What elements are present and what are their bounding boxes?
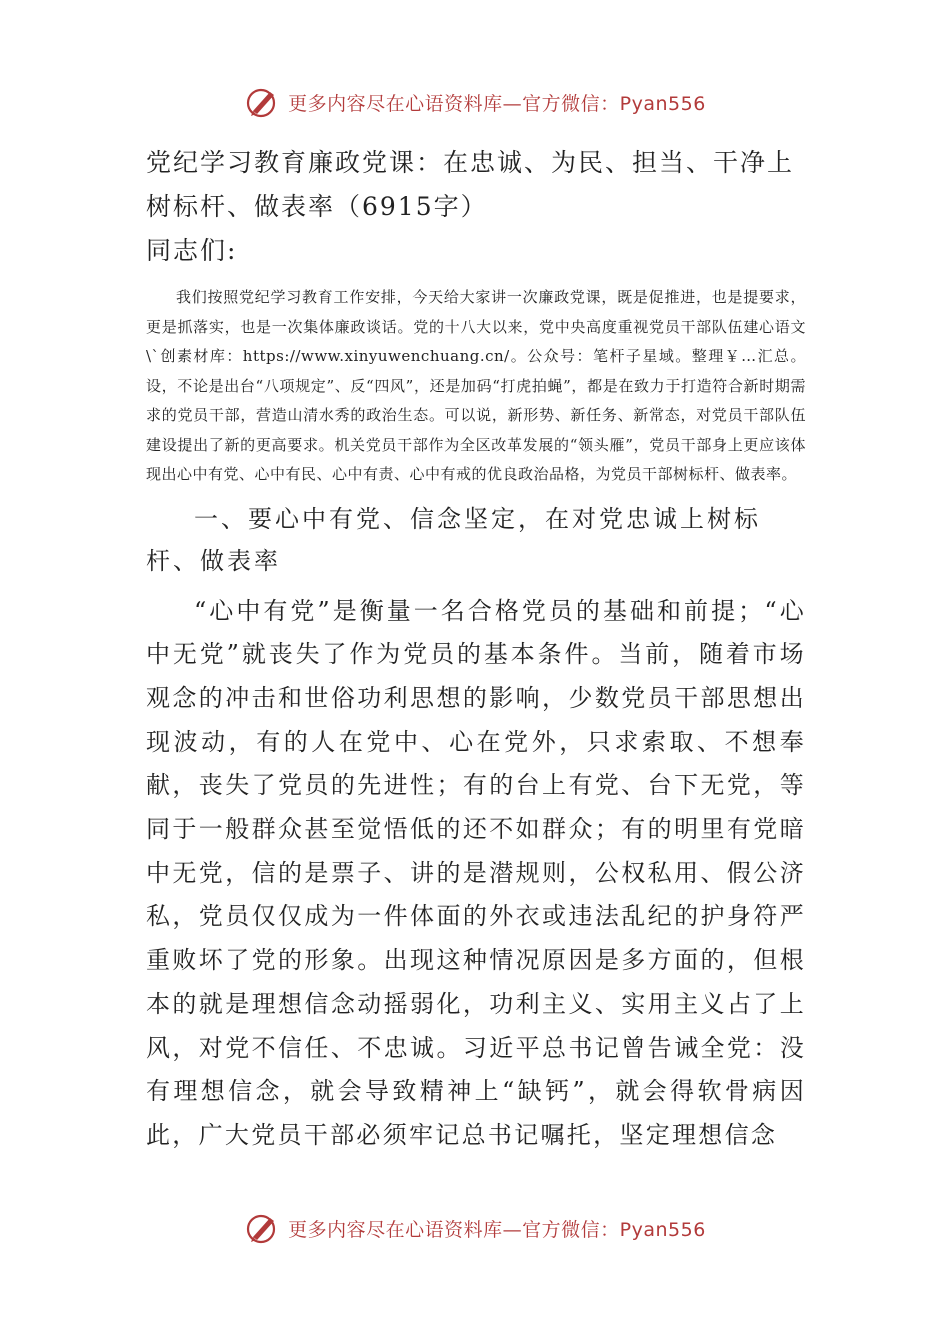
section-heading: 一、要心中有党、信念坚定，在对党忠诚上树标杆、做表率 bbox=[146, 504, 761, 575]
body-paragraph: “心中有党”是衡量一名合格党员的基础和前提；“心中无党”就丧失了作为党员的基本条件。当前，随着市场观念的冲击和世俗功利思想的影响，少数党员干部思想出现波动，有的人在党中、心在党外，只求索取、不想奉献，丧失了党员的先进性；有的台上有党、台下无党，等同于一般群众甚至觉悟低的还不如群众；有的明里有党暗中无党，信的是票子、讲的是潜规则，公权私用、假公济私，党员仅仅成为一件体面的外衣或违法乱纪的护身符严重败坏了党的形象。出现这种情况原因是多方面的，但根本的就是理想信念动摇弱化，功利主义、实用主义占了上风，对党不信任、不忠诚。习近平总书记曾告诫全党：没有理想信念，就会导致精神上“缺钙”，就会得软骨病因此，广大党员干部必须牢记总书记嘱托，坚定理想信念 bbox=[146, 596, 806, 1149]
document-title: 党纪学习教育廉政党课：在忠诚、为民、担当、干净上树标杆、做表率（6915字） bbox=[146, 148, 795, 221]
header-banner bbox=[0, 82, 950, 122]
wechat-id: Pyan556 bbox=[619, 1218, 706, 1241]
footer-banner bbox=[0, 1208, 950, 1248]
wechat-id: Pyan556 bbox=[619, 92, 706, 115]
document-body bbox=[146, 141, 806, 1158]
greeting: 同志们: bbox=[146, 236, 238, 265]
banner-text: 更多内容尽在心语资料库—官方微信：Pyan556 bbox=[288, 92, 706, 115]
intro-paragraph: 我们按照党纪学习教育工作安排，今天给大家讲一次廉政党课，既是促推进，也是提要求，更是抓落实，也是一次集体廉政谈话。党的十八大以来，党中央高度重视党员干部队伍建心语文\`创素材库：https://www.xinyuwenchuang.cn/。公众号：笔杆子星域。整理￥…汇总。设，不论是出台“八项规定”、反“四风”，还是加码“打虎拍蝇”，都是在致力于打造符合新时期需求的党员干部，营造山清水秀的政治生态。可以说，新形势、新任务、新常态，对党员干部队伍建设提出了新的更高要求。机关党员干部作为全区改革发展的“领头雁”，党员干部身上更应该体现出心中有党、心中有民、心中有责、心中有戒的优良政治品格，为党员干部树标杆、做表率。 bbox=[146, 288, 806, 483]
pen-logo-icon bbox=[244, 84, 280, 120]
banner-text: 更多内容尽在心语资料库—官方微信：Pyan556 bbox=[288, 1218, 706, 1241]
pen-logo-icon bbox=[244, 1210, 280, 1246]
